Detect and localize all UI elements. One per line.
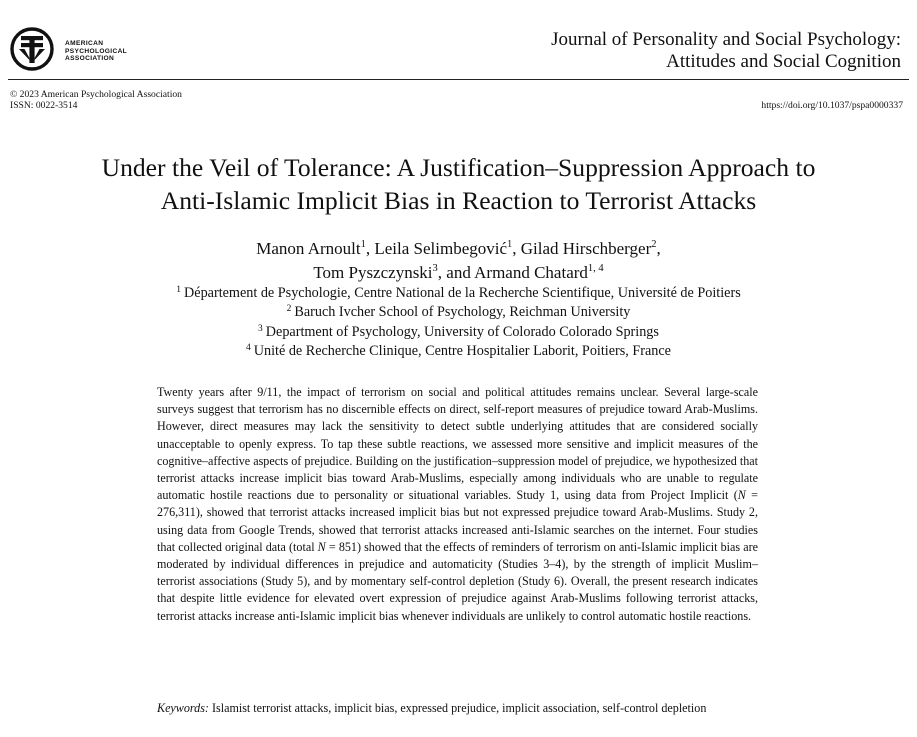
affiliation [0, 342, 917, 361]
issn: ISSN: 0022-3514 [10, 100, 78, 111]
keywords [157, 700, 758, 717]
publisher-line: ASSOCIATION [65, 55, 115, 63]
affiliation-text: Département de Psychologie, Centre National de la Recherche Scientifique, Université de Poitiers [184, 285, 741, 301]
sample-size-symbol: N [737, 488, 746, 503]
publisher-line: AMERICAN [65, 40, 104, 47]
author-name: Leila Selimbegović [374, 239, 508, 258]
sample-size-symbol: N [317, 539, 326, 554]
affiliation-list [0, 284, 917, 361]
publisher-line: PSYCHOLOGICAL [65, 47, 128, 55]
author-separator: , [512, 239, 521, 258]
author-name: Armand Chatard [474, 263, 588, 282]
affiliation-text: Unité de Recherche Clinique, Centre Hospitalier Laborit, Poitiers, France [253, 342, 671, 359]
abstract-paragraph [157, 384, 758, 625]
keywords-text: Islamist terrorist attacks, implicit bias, expressed prejudice, implicit association, self-control depletion [208, 701, 707, 715]
author-affiliation-mark: 2 [651, 239, 657, 250]
paper-title [0, 151, 917, 217]
author-name: Manon Arnoult [256, 239, 361, 258]
author-affiliation-mark: 1 [507, 239, 513, 250]
abstract-text: Twenty years after 9/11, the impact of terrorism on social and political attitudes remains unclear. Several large-scale surveys suggest that terrorism has no discernible effects on direct, self-report measures of prejudice toward Arab-Muslims. However, direct measures may lack the sensitivity to detect subtle underlying attitudes that are considered socially unacceptable to openly express. To tap these subtle reactions, we assessed more sensitive and implicit measures of the cognitive–affective aspects of prejudice. Building on the justification–suppression model of prejudice, we hypothesized that terrorist attacks increase implicit bias toward Arab-Muslims, especially among individuals who are unable to regulate automatic hostile reactions due to personality or situational variables. Study 1, using data from Project Implicit ( [157, 385, 758, 503]
keywords-label: Keywords: [157, 701, 209, 715]
affiliation-text: Baruch Ivcher School of Psychology, Reichman University [294, 304, 631, 321]
copyright-notice: © 2023 American Psychological Association [10, 89, 182, 100]
journal-line: Attitudes and Social Cognition [666, 51, 901, 72]
author-affiliation-mark: 1 [360, 239, 366, 250]
author-separator: , and [437, 263, 475, 282]
author-line [0, 261, 917, 285]
author-line [0, 237, 917, 261]
doi-link[interactable]: https://doi.org/10.1037/pspa0000337 [761, 100, 903, 111]
abstract-text: = 276,311), showed that terrorist attacks increased implicit bias but not expressed prejudice toward Arab-Muslims. Study 2, using data from Google Trends, showed that terrorist attacks increased anti-Islamic searches on the internet. Four studies that collected original data (total [157, 488, 758, 554]
journal-title [551, 29, 901, 73]
affiliation [0, 323, 917, 342]
apa-emblem-icon [10, 27, 56, 71]
author-list [0, 237, 917, 285]
affiliation-text: Department of Psychology, University of Colorado Colorado Springs [265, 323, 659, 340]
affiliation [0, 303, 917, 322]
publisher-name [65, 40, 127, 63]
apa-logo [10, 27, 128, 71]
author-separator: , [365, 239, 375, 258]
publication-meta [10, 89, 182, 111]
author-name: Tom Pyszczynski [313, 263, 433, 282]
affiliation-number: 4 [246, 342, 251, 353]
title-line: Anti-Islamic Implicit Bias in Reaction to Terrorist Attacks [160, 186, 757, 215]
affiliation [0, 284, 917, 303]
journal-line: Journal of Personality and Social Psychology: [551, 29, 901, 50]
affiliation-number: 3 [258, 323, 263, 334]
author-name: Gilad Hirschberger [520, 239, 652, 258]
affiliation-number: 2 [286, 304, 292, 315]
affiliation-number: 1 [176, 285, 182, 295]
title-line: Under the Veil of Tolerance: A Justification–Suppression Approach to [101, 153, 816, 182]
abstract [157, 384, 758, 625]
abstract-text: = 851) showed that the effects of reminders of terrorism on anti-Islamic implicit bias are moderated by individual differences in prejudice and automaticity (Studies 3–4), by the strength of implicit Muslim–terrorist associations (Study 5), and by momentary self-control depletion (Study 6). Overall, the present research indicates that despite little evidence for elevated overt expression of prejudice against Arab-Muslims following terrorist attacks, terrorist attacks increase anti-Islamic implicit bias whenever individuals are unlikely to control automatic hostile reactions. [157, 539, 758, 623]
header-divider [8, 79, 909, 80]
author-separator: , [656, 239, 661, 258]
author-affiliation-mark: 3 [432, 263, 438, 274]
author-affiliation-mark: 1, 4 [587, 263, 604, 274]
